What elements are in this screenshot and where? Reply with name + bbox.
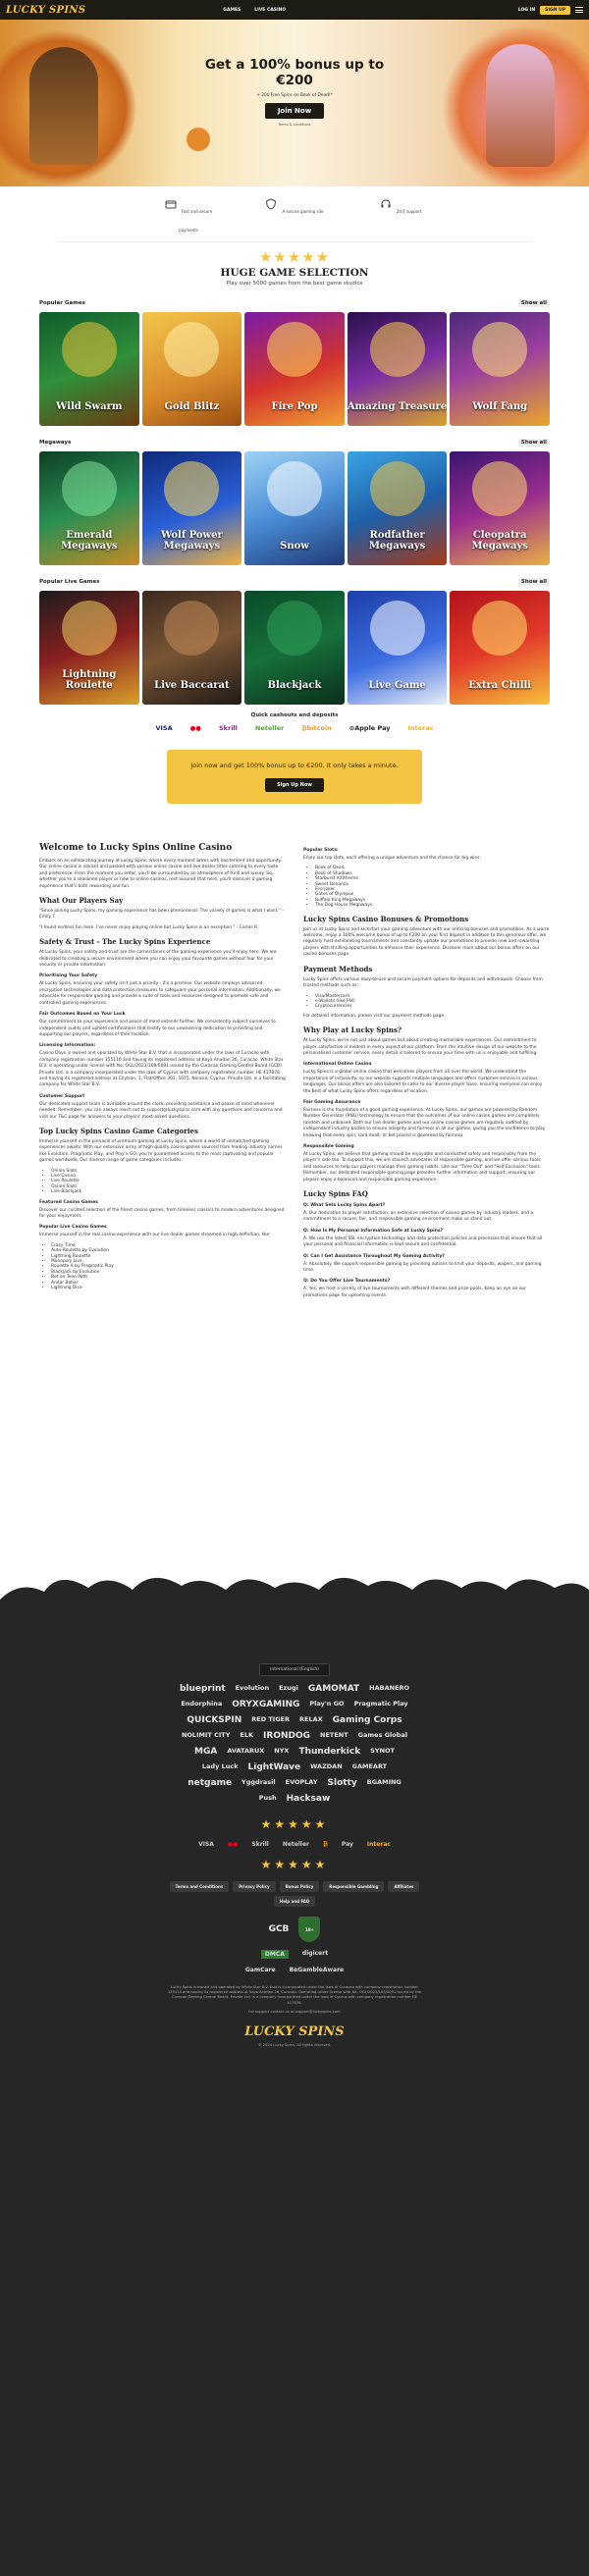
signup-button[interactable]: SIGN UP <box>540 6 570 15</box>
game-tile[interactable]: Extra Chilli <box>450 591 550 705</box>
provider-logo: BGAMING <box>366 1778 402 1786</box>
article-paragraph: "Since joining Lucky Spins, my gaming experience has been phenomenal. The variety of games is what I want." - Emily T. <box>39 909 284 920</box>
neteller-logo: Neteller <box>282 1841 310 1848</box>
mastercard-logo: ●● <box>189 724 201 732</box>
provider-logo: WAZDAN <box>310 1762 343 1770</box>
footer-payment-logos <box>0 1841 589 1848</box>
contact-text: For support contact us at support@luckyspins.com <box>248 2009 341 2014</box>
game-tile[interactable]: Wolf Power Megaways <box>142 451 242 565</box>
article-list-item: • Cryptocurrencies <box>315 1004 550 1009</box>
game-tile[interactable]: Emerald Megaways <box>39 451 139 565</box>
feature-support <box>371 198 430 236</box>
article-paragraph: Lucky Spins is a global online casino that welcomes players from all over the world. We understand the importance of inclusivity, so our website supports multiple languages and offers customer service in various languages. Our bonus offers are also tailored to cater to our diverse player base, ensuring everyone can enjoy the best of what Lucky Spins offers regardless of location. <box>303 1070 543 1094</box>
game-row <box>39 438 550 565</box>
game-row <box>39 298 550 426</box>
divider <box>59 241 530 242</box>
license-badges <box>0 1917 589 1942</box>
hero-terms-link[interactable]: Terms & conditions <box>278 123 311 127</box>
game-row <box>39 577 550 705</box>
interac-logo: Interac <box>366 1841 391 1848</box>
article-list-item: • e-Wallets (like PIX) <box>315 999 550 1004</box>
article-heading: Prioritising Your Safety <box>39 973 98 979</box>
article-heading: Popular Live Casino Games <box>39 1225 107 1231</box>
provider-logo: Hacksaw <box>286 1794 331 1804</box>
seo-article <box>0 843 589 1303</box>
skrill-logo: Skrill <box>251 1841 269 1848</box>
header-actions <box>518 6 583 15</box>
article-paragraph: A: We use the latest SSL encryption technology and data protection policies and processes that ensure that all your personal and financial information is kept secure and confidential. <box>303 1235 543 1248</box>
article-paragraph: At Lucky Spins, ensuring your safety isn't just a priority - it's a promise. Our website employs advanced encryption technologies and data protection measures to safeguard your personal information. Additionally, we advocate for responsible gaming and provide a suite of tools and resources designed to promote safe and controlled gaming experiences. <box>39 981 281 1006</box>
language-selector[interactable]: International (English) <box>259 1663 330 1676</box>
article-paragraph: Immerse yourself in the pinnacle of premium gaming at Lucky Spins, where a world of unmatched gaming experiences awaits. With our extensive array of high-quality casino games sourced from leading industry names like Evolution, Pragmatic Play, and Play'n GO, you're guaranteed access to the most captivating and popular games worldwide. Our diverse range of game categories includes: <box>39 1138 283 1164</box>
article-list-item: • Auto-Roulette by Evolution <box>51 1248 286 1253</box>
headset-icon <box>380 198 392 210</box>
selection-subtitle: Play over 5000 games from the best game studios <box>226 281 363 287</box>
provider-logo: Evolution <box>235 1684 270 1692</box>
shield-icon <box>265 198 277 210</box>
footer-rating-stars: ★★★★★ <box>260 1817 329 1831</box>
article-heading: What Our Players Say <box>39 896 124 906</box>
article-paragraph: A: Yes, we host a variety of live tournaments with different themes and prize pools. Keep an eye on our promotions page for upcoming events. <box>303 1287 526 1298</box>
payment-logos <box>0 724 589 732</box>
game-tile[interactable]: Rodfather Megaways <box>348 451 448 565</box>
article-heading: Licensing Information: <box>39 1043 96 1049</box>
article-list-item: • Blackjack by Evolution <box>51 1270 286 1275</box>
article-list-item: • Live Blackjack <box>51 1189 286 1194</box>
applepay-logo: ⊙Apple Pay <box>348 724 391 732</box>
article-list-item: • Live Casino <box>51 1174 286 1179</box>
hero-banner <box>0 20 589 186</box>
provider-logo: GAMEART <box>351 1762 388 1770</box>
footer-rating-stars-2: ★★★★★ <box>260 1858 329 1871</box>
article-list-item: • Sweet Bonanza <box>315 882 550 887</box>
login-button[interactable]: LOG IN <box>517 7 536 13</box>
article-paragraph: Our commitment to your experience and peace of mind extends further. We consistently subject ourselves to independent audits and uphold certifications that testify to our unwavering dedication to providing and supporting our players, regardless of their location. <box>39 1020 276 1037</box>
article-list-item: • Live Roulette <box>51 1179 286 1183</box>
article-heading: Fair Outcomes Based on Your Luck <box>39 1012 126 1018</box>
provider-logo: Push <box>258 1794 277 1802</box>
article-paragraph: At Lucky Spins, your safety and trust are the cornerstones of the gaming experience you'll enjoy here. We are dedicated to creating a secure environment where you can enjoy your favourite games without fear for your security or private information. <box>39 950 277 969</box>
game-row-title: Megaways <box>39 440 72 446</box>
security-badges <box>0 1950 589 1959</box>
article-paragraph: For detailed information, please visit our payment methods page. <box>303 1013 446 1019</box>
provider-logo: NETENT <box>320 1731 348 1739</box>
article-heading: Lucky Spins Casino Bonuses & Promotions <box>303 914 469 923</box>
provider-logo: IRONDOG <box>263 1731 311 1741</box>
article-list-item: • Fire Joker <box>315 887 550 892</box>
article-paragraph: At Lucky Spins, we believe that gaming should be enjoyable and conducted safely and responsibly from the player's side too. To support this, we are staunch advocates of responsible gaming, and we offer various tools and resources to help our players manage their gaming habits. Like our "Time Out" and "Self Exclusion" tools. Remember, our dedicated responsible gaming page provides further information and support, ensuring our players enjoy a balanced and responsible gaming experience. <box>303 1152 542 1183</box>
provider-logo: NYX <box>274 1747 290 1755</box>
responsible-badges <box>0 1967 589 1973</box>
article-heading: Welcome to Lucky Spins Online Casino <box>39 843 233 853</box>
digicert-badge[interactable]: digicert <box>301 1950 329 1957</box>
article-heading: Popular Slots: <box>303 848 339 853</box>
provider-logo: Endorphina <box>181 1700 223 1708</box>
game-tile[interactable]: Gold Blitz <box>142 312 242 426</box>
footer-links <box>167 1881 422 1907</box>
article-heading: Q: Do You Offer Live Tournaments? <box>303 1279 391 1285</box>
article-list-item: • Crazy Time <box>51 1243 286 1248</box>
article-list-item: • Visa/Mastercard <box>315 994 550 999</box>
copyright: © 2024 Lucky Spins. All rights reserved. <box>257 2043 332 2048</box>
hero-mascot <box>187 128 210 151</box>
provider-logo: ORYXGAMING <box>232 1700 300 1709</box>
article-heading: Responsible Gaming <box>303 1144 354 1149</box>
article-paragraph: Discover our curated selection of the finest casino games, from timeless classics to modern adventures designed for your enjoyment. <box>39 1207 285 1220</box>
game-tile[interactable]: Fire Pop <box>244 312 345 426</box>
provider-logo: SYNOT <box>370 1747 395 1755</box>
provider-logo: Lady Luck <box>201 1762 239 1770</box>
nav-games[interactable]: GAMES <box>223 7 241 13</box>
bonus-policy-link[interactable]: Bonus Policy <box>280 1881 320 1892</box>
provider-logo: EVOPLAY <box>285 1778 318 1786</box>
article-list-item: • Buffalo King Megaways <box>315 898 550 903</box>
hero-content <box>196 57 393 127</box>
bitcoin-logo: ₿bitcoin <box>301 724 332 732</box>
age-restriction-badge: 18+ <box>298 1917 320 1942</box>
article-heading: Q: What Sets Lucky Spins Apart? <box>303 1203 386 1209</box>
game-tile[interactable]: Cleopatra Megaways <box>450 451 550 565</box>
article-left-column <box>39 843 286 1303</box>
provider-logo: Ezugi <box>279 1684 298 1692</box>
feature-label: Fast and secure payments <box>179 209 213 233</box>
article-paragraph: Fairness is the foundation of a good gaming experience. At Lucky Spins, our games are powered by Random Number Generator (RNG) technology to ensure that the outcomes of our online casino games are completely random and unbiased. Both our live dealer games and our online casino games are regularly audited by independent industry bodies to ensure integrity and fairness in all our games, giving you the confidence to play knowing that every spin, card dealt, or bet placed is governed by fairness. <box>303 1107 546 1138</box>
article-heading: Customer Support <box>39 1093 85 1099</box>
article-list-item: • Monopoly Live <box>51 1259 286 1264</box>
article-list-item: • Online Slots <box>51 1169 286 1174</box>
article-list-item: • Andar Bahar <box>51 1281 286 1286</box>
feature-label: A secure gaming site <box>282 209 324 214</box>
provider-logo: Gaming Corps <box>332 1715 402 1725</box>
footer <box>0 1600 589 2576</box>
provider-logo: Yggdrasil <box>241 1778 276 1786</box>
terms-link[interactable]: Terms and Conditions <box>170 1881 230 1892</box>
article-paragraph: Lucky Spins offers various easy-to-use and secure payment options for deposits and withdrawals. Choose from trusted methods such as: <box>303 976 543 989</box>
game-tile[interactable]: Snow <box>244 451 345 565</box>
provider-logo: HABANERO <box>369 1684 410 1692</box>
provider-logo: blueprint <box>179 1684 226 1694</box>
dmca-badge[interactable]: DMCA <box>261 1950 289 1959</box>
legal-text: Lucky Spins is owned and operated by White Star B.V. that is incorporated under the laws of Curacao with company registration number 155110 and having its registered address at Kaya Anadan 26, Curacao. Operating under license with No. OGL/2023/109/0091 issued by the Curacao Gaming Control Board. Private Ltd. is a company incorporated under the laws of Cyprus with company registration number HE 417878. <box>167 1985 422 2005</box>
article-list-item: • Gates of Olympus <box>315 892 550 897</box>
article-heading: Payment Methods <box>303 964 373 973</box>
game-tile[interactable]: Live Baccarat <box>142 591 242 705</box>
article-right-column <box>303 843 550 1303</box>
hero-subtitle: + 200 Free Spins on Book of Dead!* <box>256 93 333 98</box>
provider-logo: NOLIMIT CITY <box>181 1731 231 1739</box>
article-paragraph: A: Our dedication to player satisfaction, an extensive selection of casino games by industry leaders, and a commitment to a secure, fair, and responsible gaming environment make us stand out. <box>303 1211 534 1223</box>
article-heading: Q: How Is My Personal Information Safe at Lucky Spins? <box>303 1228 444 1234</box>
begambleaware-badge[interactable]: BeGambleAware <box>289 1967 345 1973</box>
nav-live-casino[interactable]: LIVE CASINO <box>254 7 287 13</box>
provider-logo: GAMOMAT <box>307 1684 360 1694</box>
article-heading: Fair Gaming Assurance <box>303 1099 361 1105</box>
gamcare-badge[interactable]: GamCare <box>244 1967 276 1973</box>
article-list <box>315 866 550 908</box>
provider-logo: netgame <box>187 1778 233 1788</box>
article-list-item: • Starburst XXXtreme <box>315 876 550 881</box>
article-paragraph: Enjoy our top slots, each offering a unique adventure and the chance for big wins: <box>303 856 481 861</box>
responsible-gambling-link[interactable]: Responsible Gambling <box>323 1881 384 1892</box>
provider-logo: AVATARUX <box>227 1747 265 1755</box>
skrill-logo: Skrill <box>218 724 238 732</box>
article-list-item: • Roulette A by Pragmatic Play <box>51 1264 286 1269</box>
applepay-logo: Pay <box>341 1841 353 1848</box>
feature-payments <box>159 198 218 236</box>
article-list-item: • Lightning Dice <box>51 1286 286 1290</box>
show-all-button[interactable]: Show all <box>518 578 550 586</box>
article-list <box>315 994 550 1010</box>
game-tile[interactable]: Wolf Fang <box>450 312 550 426</box>
provider-logo: Thunderkick <box>298 1747 361 1757</box>
provider-logo: Games Global <box>357 1731 408 1739</box>
game-tile[interactable]: Blackjack <box>244 591 345 705</box>
top-header <box>0 0 589 20</box>
site-logo[interactable]: LUCKY SPINS <box>6 4 86 16</box>
game-row-title: Popular Games <box>39 300 85 306</box>
mastercard-logo: ●● <box>227 1841 239 1848</box>
article-heading: Safety & Trust - The Lucky Spins Experience <box>39 937 211 947</box>
article-list-item: • Online Slots <box>51 1184 286 1189</box>
help-link[interactable]: Help and FAQ <box>274 1896 315 1907</box>
game-row-title: Popular Live Games <box>39 579 100 585</box>
feature-label: 24/7 support <box>396 209 422 214</box>
article-heading: Q: Can I Get Assistance Throughout My Gaming Activity? <box>303 1253 445 1259</box>
join-now-button[interactable]: Join Now <box>265 103 324 119</box>
card-icon <box>165 198 177 210</box>
article-list <box>51 1243 286 1291</box>
provider-logo: QUICKSPIN <box>187 1715 242 1725</box>
article-paragraph: Our dedicated support team is available around the clock, providing assistance and peace of mind whenever needed. Remember, you can always reach out to support@luckyspins.com with any questions and concerns and visit our T&C page for answers to your players' most-asked questions. <box>39 1101 283 1120</box>
game-tile[interactable]: Lightning Roulette <box>39 591 139 705</box>
article-list <box>51 1169 286 1195</box>
hero-character-right <box>486 44 555 167</box>
show-all-button[interactable]: Show all <box>518 299 550 307</box>
provider-logo: RED TIGER <box>251 1715 291 1723</box>
article-list-item: • Book of Dead <box>315 866 550 870</box>
provider-logo: MGA <box>194 1747 218 1757</box>
article-heading: Why Play at Lucky Spins? <box>303 1025 402 1035</box>
article-paragraph: "I found endless fun here. I've never enjoy playing online but Lucky Spins is an exception." - Carlos R. <box>39 924 259 930</box>
article-heading: International Online Casino <box>303 1062 372 1068</box>
features-row <box>0 198 589 236</box>
show-all-button[interactable]: Show all <box>518 439 550 447</box>
promo-signup-button[interactable]: Sign Up Now <box>265 778 324 792</box>
main-nav <box>223 8 286 13</box>
game-tile[interactable]: Live Game <box>348 591 448 705</box>
provider-logo: LightWave <box>247 1762 301 1772</box>
provider-logo: RELAX <box>299 1715 323 1723</box>
article-paragraph: Embark on an exhilarating journey at Lucky Spins, where every moment brims with excitement and opportunity. Our online casino is vibrant and packed with various online casino and live dealer titles catering to every taste and preference. From the moment you enter, you'll be surrounded by an atmosphere of thrill and luxury. So, whether you're a seasoned player or new to online casinos, rest assured that here, you'll discover a gaming experience that's both rewarding and fun. <box>39 859 282 889</box>
provider-logo: Play'n GO <box>309 1700 345 1708</box>
hero-title: Get a 100% bonus up to €200 <box>204 57 385 88</box>
visa-logo: VISA <box>155 724 173 732</box>
provider-logos <box>177 1684 412 1804</box>
rating-stars: ★★★★★ <box>258 248 331 266</box>
promo-box <box>167 750 422 804</box>
article-list-item: • The Dog House Megaways <box>315 903 550 908</box>
provider-logo: Pragmatic Play <box>353 1700 408 1708</box>
article-paragraph: Casino Days is owned and operated by White Star B.V. that is incorporated under the laws of Curacao with company registration number 155110 and having its registered address at Kaya Anadan 26, Curacao. White Star B.V. is operating under license with No. OGL/2023/109/0091 issued by the Curacao Gaming Control Board (GCB). Private Ltd. is a company incorporated under the laws of Cyprus with company registration number HE 417878 and having its registered address at Chytron, 1, Flat/Office 301, 1075, Nicosia, Cyprus. Private Ltd. is a facilitating company for White Star B.V. <box>39 1051 286 1088</box>
gcb-badge[interactable]: GCB <box>268 1924 290 1934</box>
article-list-item: • Lightning Roulette <box>51 1254 286 1259</box>
article-list-item: • Book of Shadows <box>315 871 550 876</box>
visa-logo: VISA <box>198 1841 214 1848</box>
affiliates-link[interactable]: Affiliates <box>388 1881 419 1892</box>
hero-character-left <box>29 47 98 165</box>
game-tile[interactable]: Amazing Treasure <box>348 312 448 426</box>
article-heading: Lucky Spins FAQ <box>303 1189 368 1199</box>
article-paragraph: Join us at Lucky Spins and kickstart your gaming adventure with our enticing bonuses and promotions. As a warm welcome, enjoy a 100% welcome bonus of up to €200 on your first deposit in addition to this generous offer, we regularly host exhilarating tournaments and constantly update our promotions to provide new and rewarding players with thrilling opportunities to enhance their experience. Discover more about our bonus offers on our casino bonuses page. <box>303 926 550 958</box>
article-list-item: • Bet on Teen Patti <box>51 1275 286 1280</box>
provider-logo: ELK <box>240 1731 254 1739</box>
article-paragraph: At Lucky Spins, we're not just about games but about creating memorable experiences. Our commitment to player satisfaction is evident in every aspect of our platform. From the intuitive design of our website to the personalised customer service, every detail is tailored to ensure your time with us is enjoyable and fulfilling. <box>303 1038 538 1056</box>
promo-text: Join now and get 100% bonus up to €200. It only takes a minute. <box>190 762 399 769</box>
article-paragraph: A: Absolutely. We support responsible gaming by providing options to limit your deposits, wagers, and gaming time. <box>303 1261 542 1274</box>
article-heading: Featured Casino Games <box>39 1199 98 1205</box>
feature-secure <box>265 198 324 236</box>
payments-title: Quick cashouts and deposits <box>250 712 339 718</box>
neteller-logo: Neteller <box>254 724 285 732</box>
menu-icon[interactable] <box>575 7 583 13</box>
privacy-link[interactable]: Privacy Policy <box>233 1881 275 1892</box>
footer-logo: LUCKY SPINS <box>244 2024 345 2040</box>
article-paragraph: Immerse yourself in the real casino experience with our live dealer games streamed in high definition, like: <box>39 1233 271 1238</box>
game-rows <box>0 298 589 705</box>
selection-title: HUGE GAME SELECTION <box>220 267 369 279</box>
game-tile[interactable]: Wild Swarm <box>39 312 139 426</box>
bitcoin-logo: ₿ <box>323 1841 328 1848</box>
provider-logo: Slotty <box>327 1778 357 1788</box>
interac-logo: Interac <box>407 724 434 732</box>
article-heading: Top Lucky Spins Casino Game Categories <box>39 1126 198 1135</box>
